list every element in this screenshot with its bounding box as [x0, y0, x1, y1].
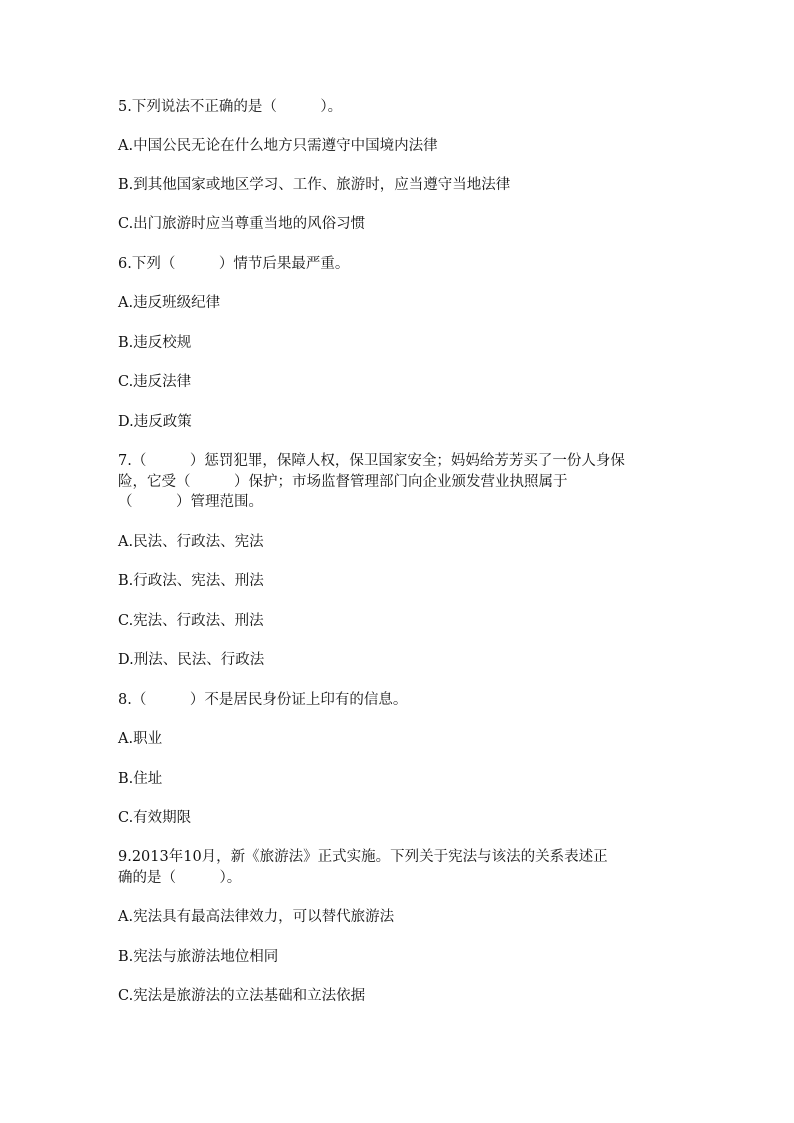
question-6-option-d: D.违反政策: [118, 414, 192, 430]
question-8-stem: 8.（ ）不是居民身份证上印有的信息。: [118, 692, 408, 708]
question-6-option-c: C.违反法律: [118, 374, 192, 390]
question-6-option-b: B.违反校规: [118, 335, 192, 351]
question-6-stem: 6.下列（ ）情节后果最严重。: [118, 256, 350, 272]
question-5-option-c: C.出门旅游时应当尊重当地的风俗习惯: [118, 216, 366, 232]
question-7-option-a: A.民法、行政法、宪法: [118, 534, 264, 550]
question-8-option-c: C.有效期限: [118, 810, 192, 826]
question-9-option-a: A.宪法具有最高法律效力，可以替代旅游法: [118, 909, 395, 925]
question-9-option-b: B.宪法与旅游法地位相同: [118, 949, 279, 965]
question-5-option-b: B.到其他国家或地区学习、工作、旅游时，应当遵守当地法律: [118, 177, 511, 193]
question-8-option-a: A.职业: [118, 731, 163, 747]
question-5-option-a: A.中国公民无论在什么地方只需遵守中国境内法律: [118, 138, 438, 154]
question-9-stem-line-1: 9.2013年10月，新《旅游法》正式实施。下列关于宪法与该法的关系表述正: [118, 849, 608, 865]
question-7-stem-line-2: 险，它受（ ）保护；市场监督管理部门向企业颁发营业执照属于: [118, 474, 568, 490]
question-7-option-d: D.刑法、民法、行政法: [118, 652, 265, 668]
question-6-option-a: A.违反班级纪律: [118, 295, 221, 311]
question-8-option-b: B.住址: [118, 771, 163, 787]
question-5-stem: 5.下列说法不正确的是（ ）。: [118, 99, 343, 115]
question-7-option-b: B.行政法、宪法、刑法: [118, 573, 264, 589]
question-9-stem-line-2: 确的是（ ）。: [118, 870, 242, 886]
question-7-option-c: C.宪法、行政法、刑法: [118, 613, 264, 629]
question-7-stem-line-3: （ ）管理范围。: [118, 494, 263, 510]
question-7-stem-line-1: 7.（ ）惩罚犯罪，保障人权，保卫国家安全；妈妈给芳芳买了一份人身保: [118, 453, 625, 469]
question-9-option-c: C.宪法是旅游法的立法基础和立法依据: [118, 988, 366, 1004]
